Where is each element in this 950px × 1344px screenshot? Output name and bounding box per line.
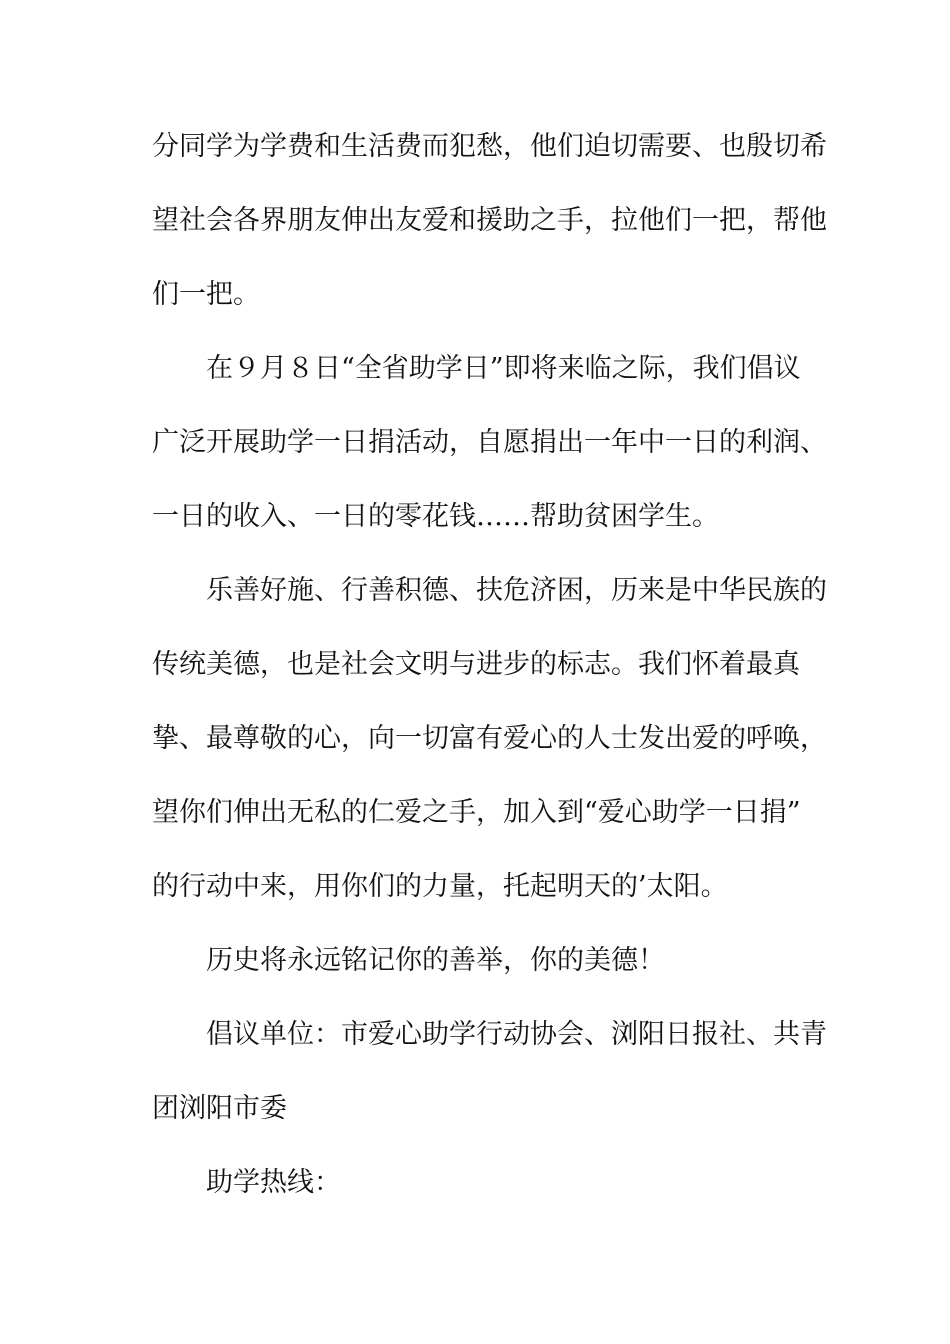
paragraph-virtue	[152, 572, 827, 905]
hotline-label: 助学热线：	[206, 1167, 341, 1198]
paragraph-line: 一日的收入、一日的零花钱……帮助贫困学生。	[152, 501, 719, 532]
paragraph-line: 广泛开展助学一日捐活动，自愿捐出一年中一日的利润、	[152, 427, 827, 458]
paragraph-line: 团浏阳市委	[152, 1093, 287, 1124]
paragraph-need-help	[152, 128, 827, 313]
paragraph-line: 乐善好施、行善积德、扶危济困，历来是中华民族的	[206, 575, 827, 606]
paragraph-line: 们一把。	[152, 279, 260, 310]
paragraph-line: 历史将永远铭记你的善举，你的美德！	[206, 945, 665, 976]
paragraph-line: 倡议单位：市爱心助学行动协会、浏阳日报社、共青	[206, 1019, 827, 1050]
paragraph-line: 的行动中来，用你们的力量，托起明天的’太阳。	[152, 871, 728, 902]
document-body	[152, 128, 827, 1201]
paragraph-initiative	[152, 350, 827, 535]
paragraph-line: 分同学为学费和生活费而犯愁，他们迫切需要、也殷切希	[152, 131, 827, 162]
paragraph-organizers	[152, 1016, 827, 1127]
paragraph-line: 在９月８日“全省助学日”即将来临之际，我们倡议	[206, 353, 801, 384]
paragraph-line: 望社会各界朋友伸出友爱和援助之手，拉他们一把，帮他	[152, 205, 827, 236]
paragraph-line: 挚、最尊敬的心，向一切富有爱心的人士发出爱的呼唤，	[152, 723, 827, 754]
paragraph-line: 传统美德，也是社会文明与进步的标志。我们怀着最真	[152, 649, 800, 680]
paragraph-hotline	[152, 1164, 802, 1201]
paragraph-history	[152, 942, 802, 979]
paragraph-line: 望你们伸出无私的仁爱之手，加入到“爱心助学一日捐”	[152, 797, 801, 828]
